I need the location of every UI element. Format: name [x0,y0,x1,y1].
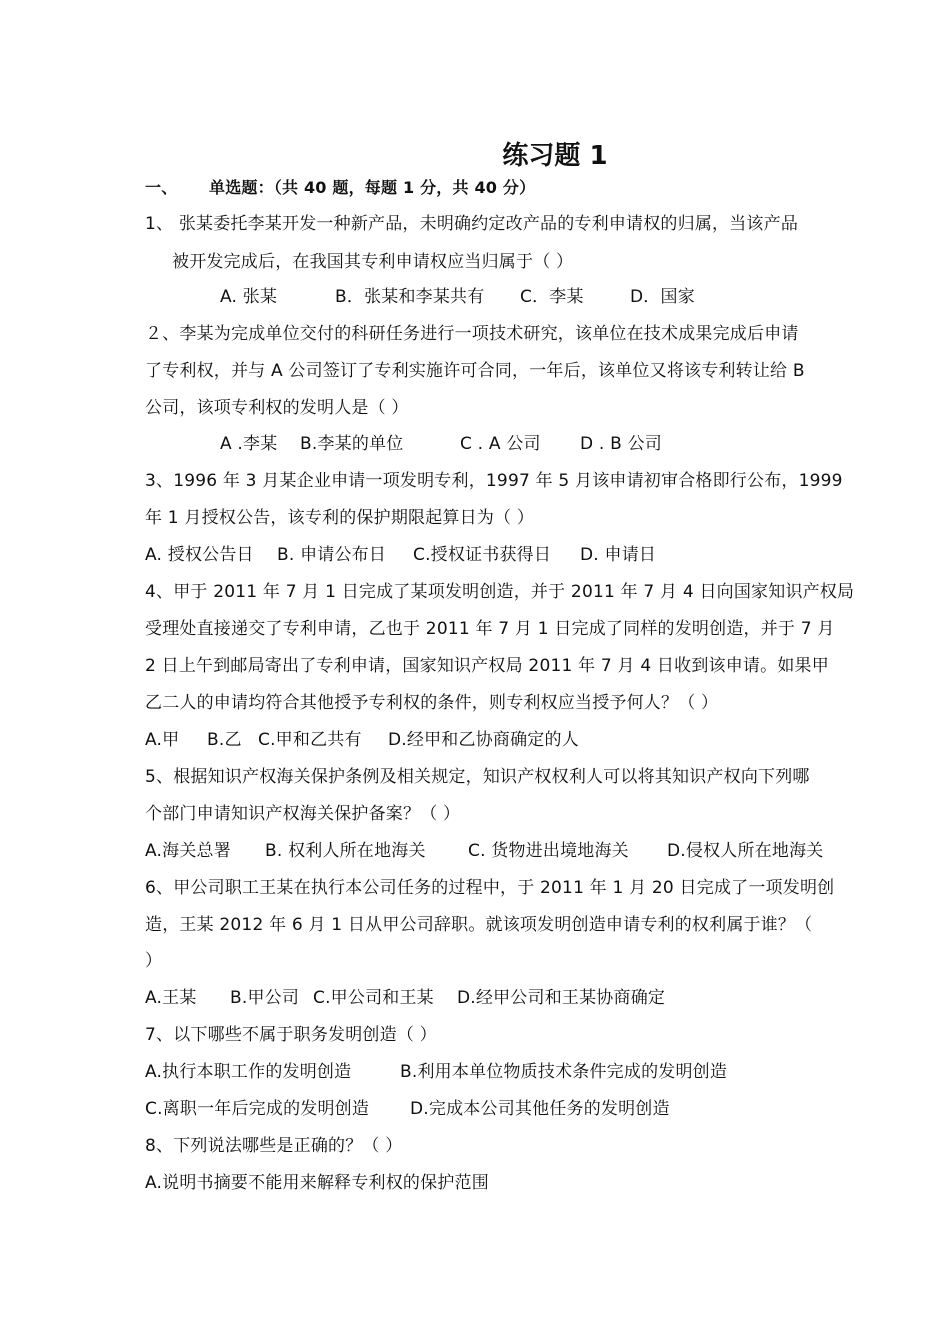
q5-option-b: B. 权利人所在地海关 [265,841,426,861]
question-1-line-2: 被开发完成后，在我国其专利申请权应当归属于（ ） [172,252,574,272]
page-title: 练习题 1 [502,141,608,171]
q6-option-d: D.经甲公司和王某协商确定 [457,988,666,1008]
question-4-line-3: 2 日上午到邮局寄出了专利申请，国家知识产权局 2011 年 7 月 4 日收到该申请。如果甲 [145,656,829,676]
q2-option-d: D . B 公司 [580,434,662,454]
q4-option-c: C.甲和乙共有 [258,730,362,750]
q2-option-a: A .李某 [220,434,278,454]
question-3-line-2: 年 1 月授权公告，该专利的保护期限起算日为（ ） [145,508,535,528]
q7-option-a: A.执行本职工作的发明创造 [145,1062,352,1082]
question-2-line-2: 了专利权，并与 A 公司签订了专利实施许可合同，一年后，该单位又将该专利转让给 B [145,361,805,381]
q4-option-d: D.经甲和乙协商确定的人 [388,730,579,750]
q7-option-c: C.离职一年后完成的发明创造 [145,1099,370,1119]
question-6-line-3: ） [145,951,163,971]
q5-option-c: C. 货物进出境地海关 [468,841,629,861]
question-5-line-1: 5、根据知识产权海关保护条例及相关规定，知识产权权利人可以将其知识产权向下列哪 [145,767,810,787]
q5-option-d: D.侵权人所在地海关 [667,841,824,861]
section-number: 一、 [145,178,178,197]
question-4-line-1: 4、甲于 2011 年 7 月 1 日完成了某项发明创造，并于 2011 年 7 月 4 日向国家知识产权局 [145,582,855,602]
question-7-line-1: 7、以下哪些不属于职务发明创造（ ） [145,1025,437,1045]
q1-option-c: C．李某 [520,287,584,307]
question-1-line-1: 1、 张某委托李某开发一种新产品，未明确约定改产品的专利申请权的归属，当该产品 [145,214,799,234]
question-5-line-2: 个部门申请知识产权海关保护备案？（ ） [145,804,461,824]
question-8-line-1: 8、下列说法哪些是正确的？（ ） [145,1136,403,1156]
q7-option-d: D.完成本公司其他任务的发明创造 [410,1099,670,1119]
q3-option-d: D. 申请日 [580,545,657,565]
q5-option-a: A.海关总署 [145,841,231,861]
section-heading [145,178,535,198]
q4-option-b: B.乙 [207,730,242,750]
q6-option-a: A.王某 [145,988,197,1008]
q2-option-c: C . A 公司 [460,434,541,454]
question-6-line-1: 6、甲公司职工王某在执行本公司任务的过程中，于 2011 年 1 月 20 日完成了一项发明创 [145,878,835,898]
q3-option-c: C.授权证书获得日 [413,545,552,565]
question-2-line-3: 公司，该项专利权的发明人是（ ） [145,398,409,418]
q1-option-d: D．国家 [630,287,695,307]
q1-option-b: B．张某和李某共有 [335,287,485,307]
q7-option-b: B.利用本单位物质技术条件完成的发明创造 [400,1062,728,1082]
q3-option-a: A. 授权公告日 [145,545,254,565]
q6-option-b: B.甲公司 [230,988,300,1008]
q6-option-c: C.甲公司和王某 [313,988,434,1008]
question-4-line-4: 乙二人的申请均符合其他授予专利权的条件，则专利权应当授予何人？（ ） [145,693,719,713]
q2-option-b: B.李某的单位 [300,434,404,454]
question-4-line-2: 受理处直接递交了专利申请，乙也于 2011 年 7 月 1 日完成了同样的发明创造，并于 7 月 [145,619,835,639]
question-3-line-1: 3、1996 年 3 月某企业申请一项发明专利，1997 年 5 月该申请初审合格即行公布，1999 [145,471,843,491]
section-label: 单选题：（共 40 题，每题 1 分，共 40 分） [209,178,536,197]
q8-option-a: A.说明书摘要不能用来解释专利权的保护范围 [145,1173,489,1193]
q3-option-b: B. 申请公布日 [277,545,387,565]
question-6-line-2: 造，王某 2012 年 6 月 1 日从甲公司辞职。就该项发明创造申请专利的权利属于谁？（ [145,915,813,935]
q4-option-a: A.甲 [145,730,180,750]
q1-option-a: A. 张某 [220,287,278,307]
question-2-line-1: ２、李某为完成单位交付的科研任务进行一项技术研究，该单位在技术成果完成后申请 [145,324,799,344]
